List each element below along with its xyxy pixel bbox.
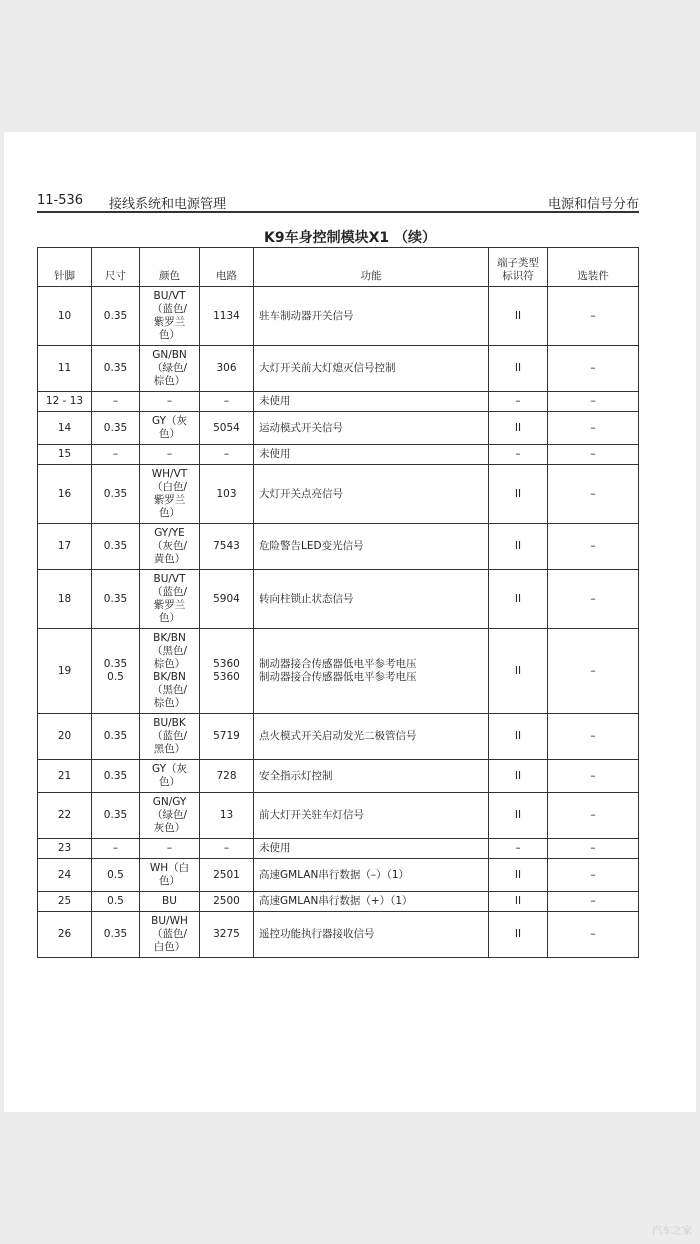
column-header: 端子类型 标识符: [489, 248, 548, 287]
cell-size: 0.35 0.5: [92, 629, 140, 714]
cell-terminal: II: [489, 524, 548, 570]
cell-terminal: II: [489, 465, 548, 524]
cell-terminal: II: [489, 412, 548, 445]
cell-size: –: [92, 445, 140, 465]
cell-function: 大灯开关点亮信号: [254, 465, 489, 524]
cell-option: –: [548, 465, 639, 524]
table-row: [38, 524, 639, 570]
table-row: [38, 793, 639, 839]
cell-option: –: [548, 570, 639, 629]
page-header: [37, 191, 639, 213]
cell-circuit: 728: [200, 760, 254, 793]
cell-pin: 19: [38, 629, 92, 714]
cell-terminal: II: [489, 859, 548, 892]
cell-size: 0.35: [92, 465, 140, 524]
cell-function: 转向柱锁止状态信号: [254, 570, 489, 629]
cell-color: BU/BK （蓝色/ 黑色）: [140, 714, 200, 760]
cell-size: –: [92, 839, 140, 859]
cell-function: 危险警告LED变光信号: [254, 524, 489, 570]
pin-table: [37, 247, 639, 958]
cell-pin: 17: [38, 524, 92, 570]
cell-color: BU: [140, 892, 200, 912]
cell-function: 遥控功能执行器接收信号: [254, 912, 489, 958]
cell-terminal: –: [489, 445, 548, 465]
cell-size: 0.35: [92, 570, 140, 629]
watermark: 汽车之家: [652, 1226, 692, 1237]
cell-function: 未使用: [254, 445, 489, 465]
cell-function: 大灯开关前大灯熄灭信号控制: [254, 346, 489, 392]
column-header: 针脚: [38, 248, 92, 287]
cell-option: –: [548, 912, 639, 958]
cell-pin: 14: [38, 412, 92, 445]
cell-function: 点火模式开关启动发光二极管信号: [254, 714, 489, 760]
cell-color: GN/BN （绿色/ 棕色）: [140, 346, 200, 392]
cell-function: 未使用: [254, 392, 489, 412]
chapter-title: 电源和信号分布: [547, 197, 639, 212]
cell-option: –: [548, 629, 639, 714]
cell-option: –: [548, 445, 639, 465]
cell-color: WH/VT （白色/ 紫罗兰 色）: [140, 465, 200, 524]
cell-pin: 21: [38, 760, 92, 793]
cell-color: –: [140, 445, 200, 465]
cell-size: 0.35: [92, 760, 140, 793]
table-row: [38, 859, 639, 892]
cell-option: –: [548, 892, 639, 912]
cell-function: 运动模式开关信号: [254, 412, 489, 445]
cell-terminal: –: [489, 392, 548, 412]
cell-pin: 10: [38, 287, 92, 346]
cell-option: –: [548, 839, 639, 859]
cell-circuit: –: [200, 445, 254, 465]
column-header: 选装件: [548, 248, 639, 287]
cell-option: –: [548, 392, 639, 412]
cell-color: BU/VT （蓝色/ 紫罗兰 色）: [140, 287, 200, 346]
table-row: [38, 570, 639, 629]
cell-size: 0.5: [92, 859, 140, 892]
cell-pin: 18: [38, 570, 92, 629]
table-row: [38, 839, 639, 859]
table-row: [38, 465, 639, 524]
cell-color: GY/YE （灰色/ 黄色）: [140, 524, 200, 570]
cell-size: 0.5: [92, 892, 140, 912]
cell-function: 高速GMLAN串行数据（–）（1）: [254, 859, 489, 892]
cell-pin: 11: [38, 346, 92, 392]
table-row: [38, 892, 639, 912]
cell-function: 安全指示灯控制: [254, 760, 489, 793]
cell-pin: 12 - 13: [38, 392, 92, 412]
cell-pin: 23: [38, 839, 92, 859]
table-row: [38, 912, 639, 958]
cell-function: 未使用: [254, 839, 489, 859]
cell-terminal: II: [489, 287, 548, 346]
cell-circuit: 3275: [200, 912, 254, 958]
cell-size: –: [92, 392, 140, 412]
cell-option: –: [548, 346, 639, 392]
cell-size: 0.35: [92, 287, 140, 346]
cell-color: GY（灰 色）: [140, 412, 200, 445]
cell-pin: 22: [38, 793, 92, 839]
column-header: 电路: [200, 248, 254, 287]
section-title: 接线系统和电源管理: [109, 197, 227, 212]
cell-color: WH（白 色）: [140, 859, 200, 892]
cell-terminal: II: [489, 714, 548, 760]
cell-circuit: 2500: [200, 892, 254, 912]
cell-terminal: II: [489, 793, 548, 839]
cell-option: –: [548, 287, 639, 346]
cell-terminal: II: [489, 912, 548, 958]
cell-color: –: [140, 839, 200, 859]
cell-circuit: 306: [200, 346, 254, 392]
cell-circuit: 2501: [200, 859, 254, 892]
cell-pin: 16: [38, 465, 92, 524]
cell-option: –: [548, 524, 639, 570]
table-row: [38, 346, 639, 392]
cell-color: GN/GY （绿色/ 灰色）: [140, 793, 200, 839]
cell-function: 高速GMLAN串行数据（+）（1）: [254, 892, 489, 912]
cell-circuit: 5904: [200, 570, 254, 629]
cell-terminal: II: [489, 629, 548, 714]
cell-size: 0.35: [92, 524, 140, 570]
cell-option: –: [548, 859, 639, 892]
table-row: [38, 760, 639, 793]
table-row: [38, 287, 639, 346]
cell-circuit: 5054: [200, 412, 254, 445]
cell-pin: 15: [38, 445, 92, 465]
cell-function: 驻车制动器开关信号: [254, 287, 489, 346]
cell-circuit: 103: [200, 465, 254, 524]
cell-option: –: [548, 714, 639, 760]
cell-terminal: II: [489, 346, 548, 392]
cell-circuit: 5360 5360: [200, 629, 254, 714]
column-header: 尺寸: [92, 248, 140, 287]
cell-size: 0.35: [92, 412, 140, 445]
table-row: [38, 714, 639, 760]
cell-size: 0.35: [92, 793, 140, 839]
document-page: [4, 132, 696, 1112]
table-row: [38, 392, 639, 412]
cell-terminal: II: [489, 760, 548, 793]
cell-circuit: 7543: [200, 524, 254, 570]
cell-color: BK/BN （黑色/ 棕色） BK/BN （黑色/ 棕色）: [140, 629, 200, 714]
cell-circuit: –: [200, 839, 254, 859]
cell-circuit: –: [200, 392, 254, 412]
cell-color: BU/WH （蓝色/ 白色）: [140, 912, 200, 958]
table-row: [38, 412, 639, 445]
cell-pin: 25: [38, 892, 92, 912]
table-row: [38, 629, 639, 714]
column-header: 颜色: [140, 248, 200, 287]
column-header: 功能: [254, 248, 489, 287]
cell-size: 0.35: [92, 714, 140, 760]
table-header-row: [38, 248, 639, 287]
cell-pin: 24: [38, 859, 92, 892]
cell-option: –: [548, 412, 639, 445]
cell-circuit: 1134: [200, 287, 254, 346]
cell-size: 0.35: [92, 912, 140, 958]
page-number: 11-536: [37, 193, 84, 208]
cell-function: 制动器接合传感器低电平参考电压 制动器接合传感器低电平参考电压: [254, 629, 489, 714]
cell-pin: 20: [38, 714, 92, 760]
cell-color: BU/VT （蓝色/ 紫罗兰 色）: [140, 570, 200, 629]
table-row: [38, 445, 639, 465]
cell-option: –: [548, 793, 639, 839]
cell-color: GY（灰 色）: [140, 760, 200, 793]
table-title: K9车身控制模块X1 （续）: [264, 230, 436, 246]
cell-terminal: –: [489, 839, 548, 859]
cell-circuit: 13: [200, 793, 254, 839]
cell-function: 前大灯开关驻车灯信号: [254, 793, 489, 839]
cell-terminal: II: [489, 892, 548, 912]
cell-circuit: 5719: [200, 714, 254, 760]
cell-terminal: II: [489, 570, 548, 629]
cell-pin: 26: [38, 912, 92, 958]
cell-color: –: [140, 392, 200, 412]
cell-option: –: [548, 760, 639, 793]
cell-size: 0.35: [92, 346, 140, 392]
